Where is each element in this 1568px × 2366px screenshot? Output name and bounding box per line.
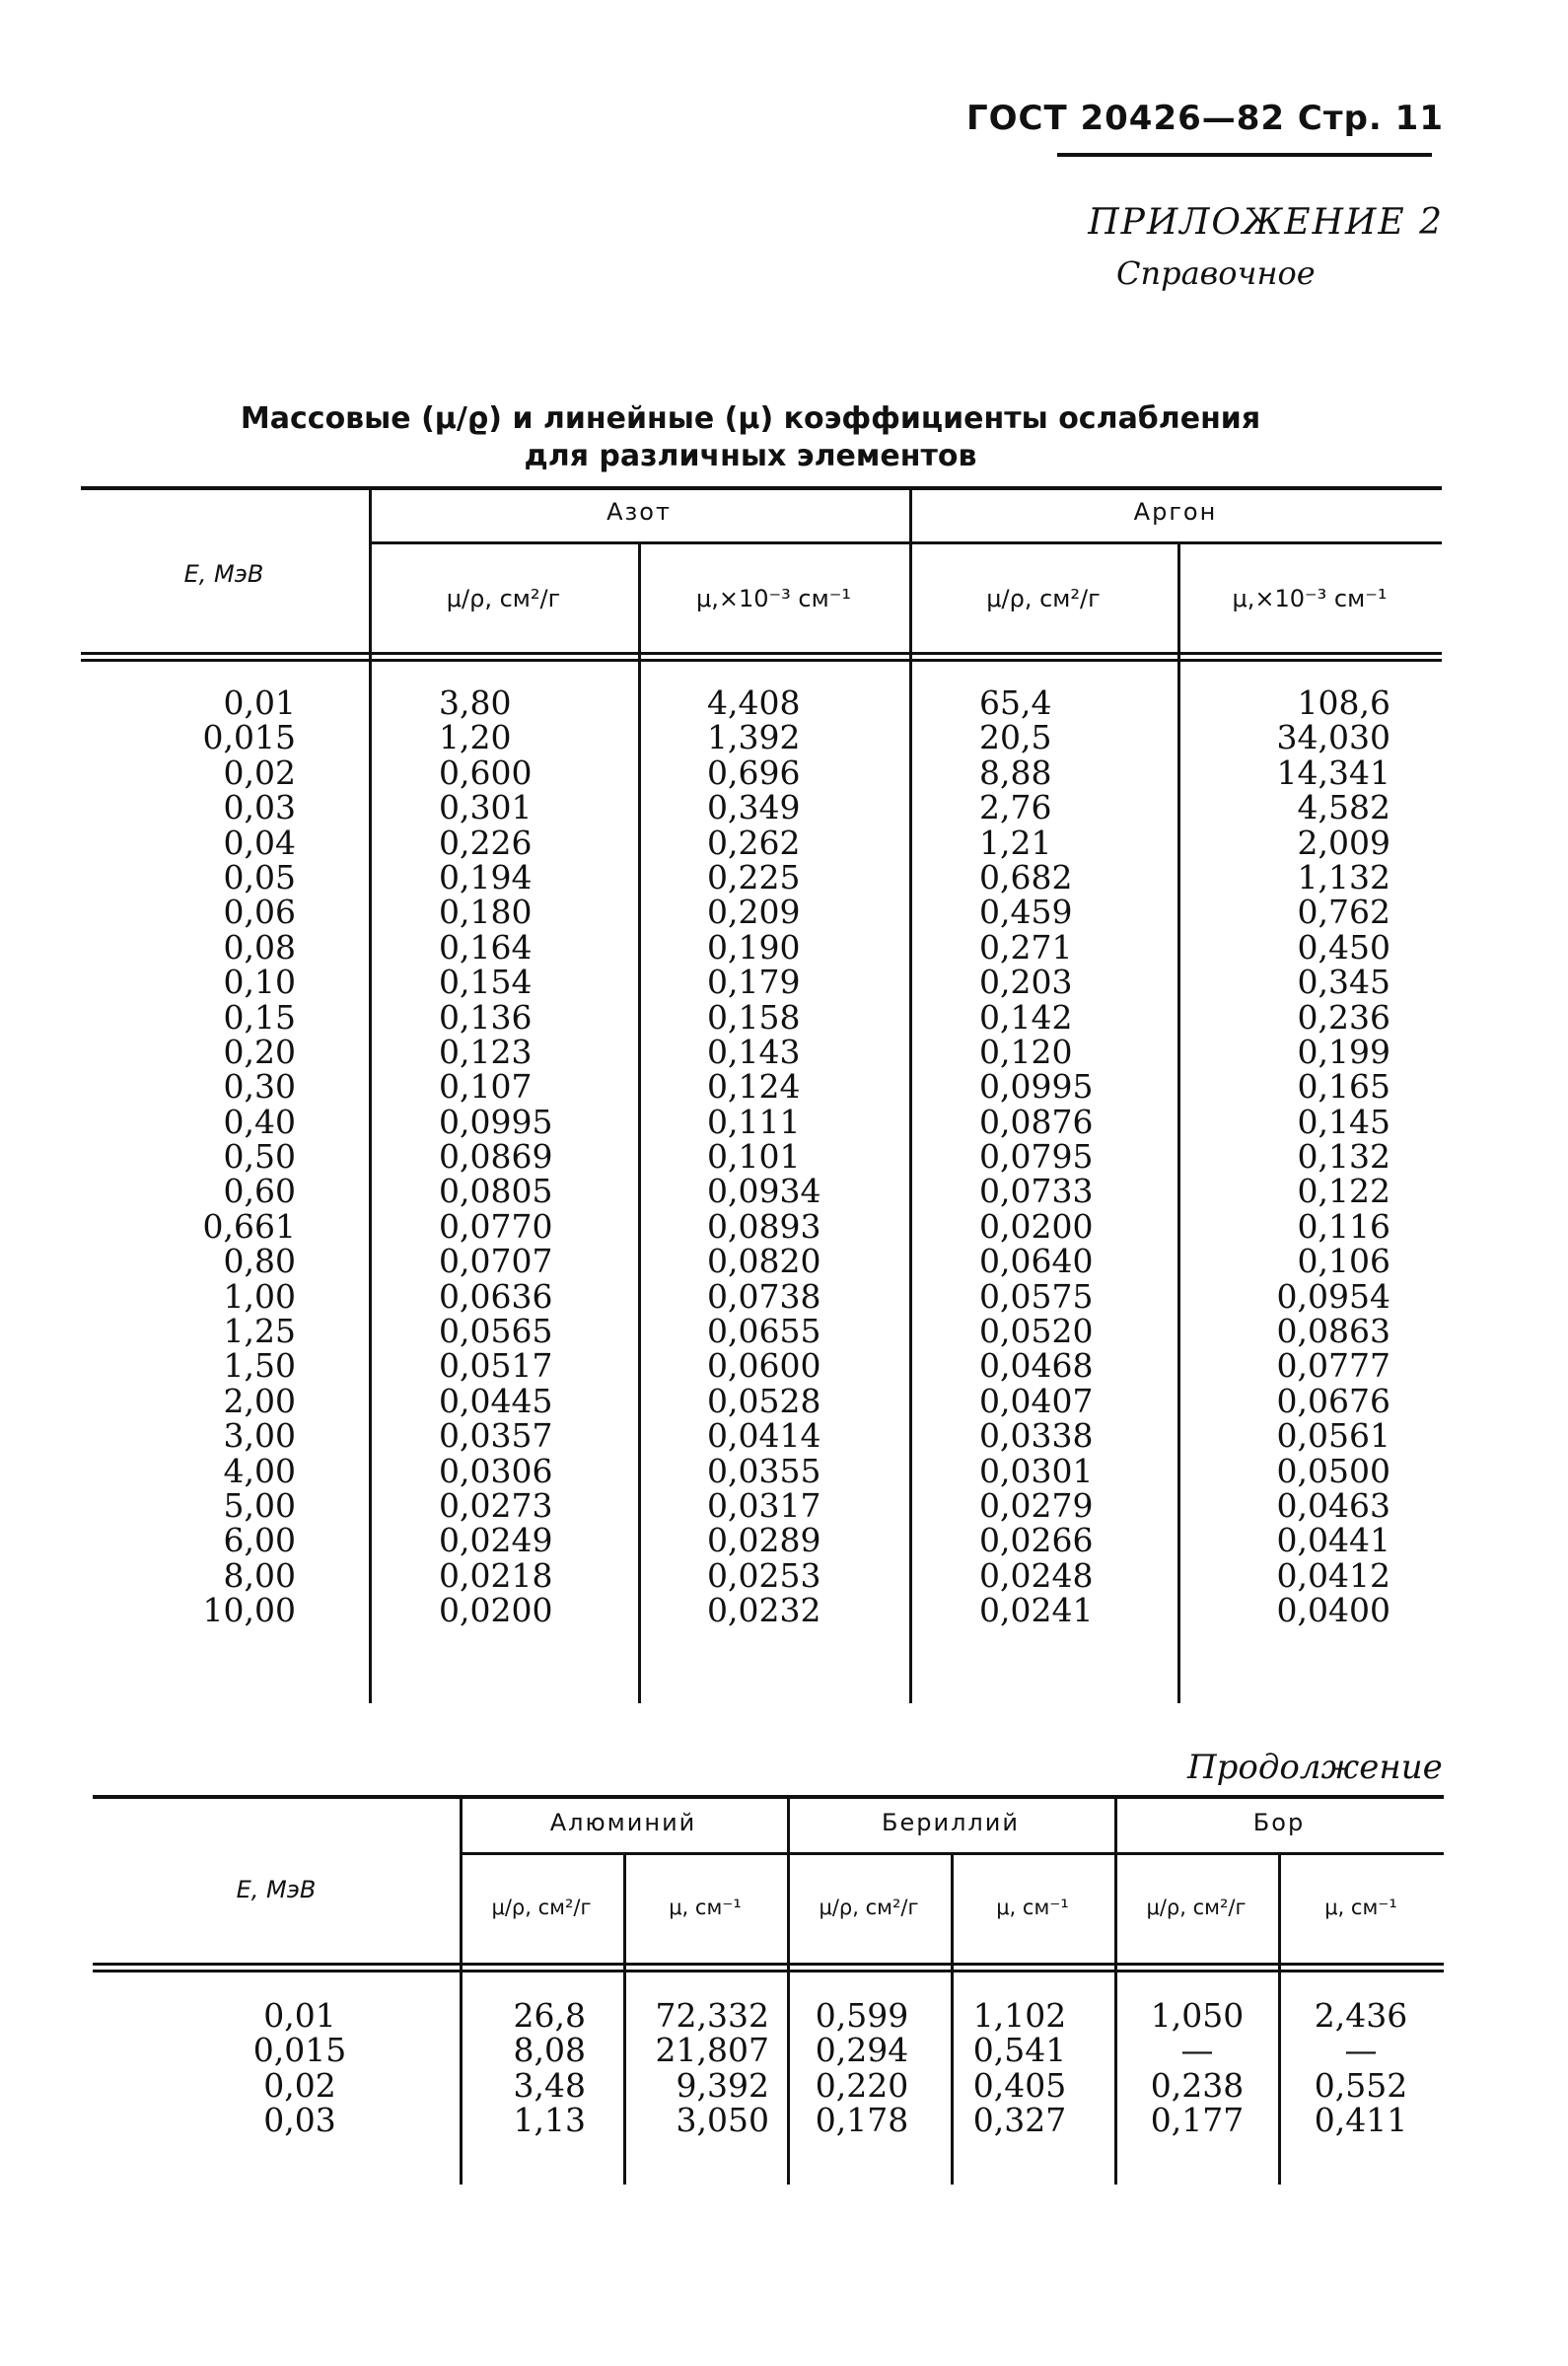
- table-cell: 0,0655: [707, 1312, 821, 1351]
- table-cell: 0,05: [223, 857, 296, 896]
- table-cell: 0,0441: [1276, 1521, 1390, 1560]
- beryllium-mass-column: [803, 1998, 921, 2138]
- table-cell: 0,0249: [439, 1521, 553, 1560]
- table-cell: 0,111: [707, 1102, 801, 1141]
- table-cell: 0,0218: [439, 1555, 553, 1595]
- table-cell: 0,154: [439, 963, 533, 1002]
- group-underline: [369, 541, 1442, 544]
- column-divider: [369, 490, 372, 1703]
- table-cell: 3,48: [513, 2065, 586, 2105]
- table-cell: 0,0561: [1276, 1416, 1390, 1456]
- table-cell: 0,101: [707, 1137, 801, 1177]
- appendix-title: ПРИЛОЖЕНИЕ 2: [1088, 202, 1444, 243]
- table-cell: 0,03: [263, 2101, 336, 2140]
- table-cell: 34,030: [1276, 718, 1390, 757]
- table-cell: 0,661: [202, 1206, 296, 1246]
- table-cell: 0,0253: [707, 1555, 821, 1595]
- group-header-boron: Бор: [1252, 1809, 1306, 1836]
- table-cell: 0,600: [439, 753, 533, 792]
- table-cell: 1,392: [707, 718, 801, 757]
- table-cell: 0,0636: [439, 1276, 553, 1316]
- nitrogen-mass-column: [439, 685, 552, 1628]
- table-cell: 0,199: [1297, 1032, 1390, 1071]
- table-cell: 0,0400: [1276, 1591, 1390, 1630]
- table-cell: 0,0445: [439, 1381, 553, 1420]
- table-cell: 0,0338: [979, 1416, 1094, 1456]
- table-cell: 0,0289: [707, 1521, 821, 1560]
- table-cell: 0,0820: [707, 1242, 821, 1281]
- table-cell: 0,0273: [439, 1485, 553, 1525]
- table-cell: 0,165: [1297, 1067, 1390, 1107]
- table-cell: 0,02: [223, 753, 296, 792]
- table-cell: 0,262: [707, 823, 801, 862]
- table-cell: 0,271: [979, 927, 1073, 967]
- aluminium-mass-column: [467, 1998, 586, 2138]
- column-divider: [1177, 544, 1180, 1703]
- table-cell: 0,20: [223, 1032, 296, 1071]
- table-cell: —: [1180, 2031, 1214, 2070]
- standard-header: ГОСТ 20426—82 Стр. 11: [965, 99, 1444, 138]
- table-cell: 0,0777: [1276, 1346, 1390, 1386]
- table-cell: 0,226: [439, 823, 533, 862]
- table-cell: 0,0565: [439, 1312, 553, 1351]
- table-cell: 1,21: [979, 823, 1052, 862]
- table-cell: 0,0317: [707, 1485, 821, 1525]
- table-title: Массовые (μ/ϱ) и линейные (μ) коэффициенты ослабления: [240, 401, 1261, 436]
- table-cell: 0,0733: [979, 1172, 1094, 1211]
- table-cell: 0,60: [223, 1172, 296, 1211]
- table-cell: 0,01: [223, 683, 296, 722]
- energy-header: E, МэВ: [183, 560, 264, 588]
- table-cell: 0,40: [223, 1102, 296, 1141]
- table-cell: 0,203: [979, 963, 1073, 1002]
- table-cell: 1,00: [223, 1276, 296, 1316]
- energy-column: [158, 685, 296, 1628]
- energy-column: [211, 1998, 389, 2138]
- table-cell: 1,25: [223, 1312, 296, 1351]
- table-cell: 0,0995: [439, 1102, 553, 1141]
- table-cell: 14,341: [1276, 753, 1390, 792]
- table-cell: 0,10: [223, 963, 296, 1002]
- table-cell: 0,294: [815, 2031, 909, 2070]
- table-cell: 0,190: [707, 927, 801, 967]
- table-cell: 0,132: [1297, 1137, 1390, 1177]
- sub-header: μ/ρ, см²/г: [819, 1896, 919, 1919]
- table-cell: 6,00: [223, 1521, 296, 1560]
- sub-header: μ/ρ, см²/г: [491, 1896, 592, 1919]
- table-cell: 20,5: [979, 718, 1052, 757]
- table-cell: 0,04: [223, 823, 296, 862]
- sub-header: μ, см⁻¹: [1324, 1896, 1397, 1919]
- table-cell: 2,436: [1314, 1996, 1408, 2035]
- table-cell: 0,03: [223, 788, 296, 827]
- aluminium-linear-column: [631, 1998, 769, 2138]
- table-cell: 1,050: [1150, 1996, 1245, 2035]
- table-cell: 0,124: [707, 1067, 801, 1107]
- table-cell: 0,178: [815, 2101, 909, 2140]
- table-cell: 0,0200: [979, 1206, 1094, 1246]
- table-cell: 0,0414: [707, 1416, 821, 1456]
- table-cell: 5,00: [223, 1485, 296, 1525]
- beryllium-linear-column: [961, 1998, 1079, 2138]
- table-cell: 0,0528: [707, 1381, 821, 1420]
- table-cell: 0,123: [439, 1032, 533, 1071]
- table-cell: 0,0248: [979, 1555, 1094, 1595]
- table-cell: 0,179: [707, 963, 801, 1002]
- column-divider: [460, 1799, 463, 2185]
- sub-header: μ, см⁻¹: [669, 1896, 742, 1919]
- table-cell: 0,0738: [707, 1276, 821, 1316]
- table-cell: 0,238: [1150, 2065, 1245, 2105]
- table-cell: 0,116: [1297, 1206, 1390, 1246]
- table-cell: 0,194: [439, 857, 533, 896]
- table-cell: 8,00: [223, 1555, 296, 1595]
- group-header-argon: Аргон: [1133, 498, 1218, 526]
- table-title-line2: для различных элементов: [524, 439, 977, 473]
- table-cell: 9,392: [676, 2065, 769, 2105]
- table-cell: 0,80: [223, 1242, 296, 1281]
- table-cell: 0,145: [1297, 1102, 1390, 1141]
- sub-header: μ, см⁻¹: [996, 1896, 1069, 1919]
- header-double-rule: [81, 659, 1442, 662]
- table-cell: 0,220: [815, 2065, 909, 2105]
- table-cell: 0,696: [707, 753, 801, 792]
- table-cell: 0,015: [202, 718, 296, 757]
- table-cell: 0,327: [972, 2101, 1067, 2140]
- table-cell: 0,0407: [979, 1381, 1094, 1420]
- table-cell: 0,345: [1297, 963, 1390, 1002]
- boron-linear-column: [1290, 1998, 1432, 2138]
- table-cell: 0,209: [707, 893, 801, 932]
- table-cell: 3,80: [439, 683, 512, 722]
- table-cell: 0,0893: [707, 1206, 821, 1246]
- table-cell: 65,4: [979, 683, 1052, 722]
- table-top-rule: [93, 1795, 1444, 1799]
- table-cell: 0,0770: [439, 1206, 553, 1246]
- table-cell: 0,411: [1314, 2101, 1408, 2140]
- table-cell: 0,158: [707, 997, 801, 1037]
- table-cell: 4,00: [223, 1451, 296, 1490]
- argon-linear-column: [1223, 685, 1390, 1628]
- table-cell: 0,0463: [1276, 1485, 1390, 1525]
- table-cell: 0,0412: [1276, 1555, 1390, 1595]
- table-cell: 0,0520: [979, 1312, 1094, 1351]
- table-cell: 0,30: [223, 1067, 296, 1107]
- nitrogen-linear-column: [707, 685, 820, 1628]
- table-cell: 1,102: [972, 1996, 1067, 2035]
- table-cell: 72,332: [655, 1996, 769, 2035]
- table-cell: 0,0876: [979, 1102, 1094, 1141]
- table-cell: 0,0306: [439, 1451, 553, 1490]
- table-cell: 0,0200: [439, 1591, 553, 1630]
- continuation-label: Продолжение: [1187, 1748, 1443, 1787]
- table-cell: 0,0241: [979, 1591, 1094, 1630]
- table-cell: 0,225: [707, 857, 801, 896]
- energy-header: E, МэВ: [236, 1876, 317, 1903]
- table-cell: 0,15: [223, 997, 296, 1037]
- table-cell: 0,682: [979, 857, 1073, 896]
- table-cell: 26,8: [513, 1996, 586, 2035]
- table-cell: 4,408: [707, 683, 801, 722]
- table-cell: 2,76: [979, 788, 1052, 827]
- argon-mass-column: [979, 685, 1093, 1628]
- table-cell: 0,02: [263, 2065, 336, 2105]
- table-cell: 0,122: [1297, 1172, 1390, 1211]
- table-cell: —: [1344, 2031, 1378, 2070]
- table-cell: 0,0995: [979, 1067, 1094, 1107]
- table-cell: 0,0355: [707, 1451, 821, 1490]
- table-cell: 0,450: [1297, 927, 1390, 967]
- table-cell: 0,0954: [1276, 1276, 1390, 1316]
- table-cell: 0,177: [1150, 2101, 1245, 2140]
- table-cell: 108,6: [1297, 683, 1390, 722]
- table-cell: 4,582: [1297, 788, 1390, 827]
- group-header-aluminium: Алюминий: [549, 1809, 697, 1836]
- table-cell: 0,0863: [1276, 1312, 1390, 1351]
- sub-header: μ/ρ, см²/г: [986, 585, 1101, 612]
- table-cell: 8,08: [513, 2031, 586, 2070]
- continuation-table: [93, 1795, 1444, 2185]
- table-top-rule: [81, 486, 1442, 490]
- table-cell: 0,0795: [979, 1137, 1094, 1177]
- table-cell: 0,50: [223, 1137, 296, 1177]
- table-cell: 0,015: [252, 2031, 347, 2070]
- table-cell: 0,236: [1297, 997, 1390, 1037]
- sub-header: μ/ρ, см²/г: [446, 585, 561, 612]
- table-cell: 0,08: [223, 927, 296, 967]
- table-cell: 0,0232: [707, 1591, 821, 1630]
- table-cell: 3,00: [223, 1416, 296, 1456]
- attenuation-table: [79, 483, 1442, 1706]
- header-double-rule: [81, 652, 1442, 655]
- table-cell: 0,552: [1314, 2065, 1408, 2105]
- table-cell: 0,0301: [979, 1451, 1094, 1490]
- table-cell: 0,0640: [979, 1242, 1094, 1281]
- table-cell: 1,13: [513, 2101, 586, 2140]
- table-cell: 0,180: [439, 893, 533, 932]
- table-cell: 0,599: [815, 1996, 909, 2035]
- table-cell: 0,0500: [1276, 1451, 1390, 1490]
- table-cell: 0,0279: [979, 1485, 1094, 1525]
- table-cell: 0,107: [439, 1067, 533, 1107]
- table-cell: 1,50: [223, 1346, 296, 1386]
- table-cell: 1,20: [439, 718, 512, 757]
- table-cell: 0,0869: [439, 1137, 553, 1177]
- table-cell: 2,00: [223, 1381, 296, 1420]
- sub-header: μ,×10⁻³ см⁻¹: [695, 585, 852, 612]
- table-cell: 0,0575: [979, 1276, 1094, 1316]
- table-cell: 0,143: [707, 1032, 801, 1071]
- table-cell: 0,164: [439, 927, 533, 967]
- table-cell: 3,050: [676, 2101, 769, 2140]
- column-divider: [638, 544, 641, 1703]
- header-rule: [1057, 153, 1432, 157]
- sub-header: μ/ρ, см²/г: [1146, 1896, 1247, 1919]
- table-cell: 0,120: [979, 1032, 1073, 1071]
- table-cell: 0,06: [223, 893, 296, 932]
- table-cell: 0,541: [972, 2031, 1067, 2070]
- table-cell: 1,132: [1297, 857, 1390, 896]
- table-cell: 0,0517: [439, 1346, 553, 1386]
- table-cell: 0,0805: [439, 1172, 553, 1211]
- table-cell: 0,0707: [439, 1242, 553, 1281]
- table-cell: 0,301: [439, 788, 533, 827]
- table-cell: 0,0676: [1276, 1381, 1390, 1420]
- table-cell: 0,01: [263, 1996, 336, 2035]
- table-cell: 0,0934: [707, 1172, 821, 1211]
- table-cell: 8,88: [979, 753, 1052, 792]
- sub-header: μ,×10⁻³ см⁻¹: [1232, 585, 1388, 612]
- table-cell: 0,142: [979, 997, 1073, 1037]
- group-header-beryllium: Бериллий: [882, 1809, 1020, 1836]
- column-divider: [909, 490, 912, 1703]
- table-cell: 21,807: [655, 2031, 769, 2070]
- table-cell: 0,762: [1297, 893, 1390, 932]
- table-cell: 0,349: [707, 788, 801, 827]
- table-cell: 2,009: [1297, 823, 1390, 862]
- table-cell: 0,0357: [439, 1416, 553, 1456]
- table-cell: 0,0468: [979, 1346, 1094, 1386]
- table-cell: 0,0600: [707, 1346, 821, 1386]
- table-cell: 0,459: [979, 893, 1073, 932]
- header-double-rule: [93, 1963, 1444, 1966]
- table-cell: 0,0266: [979, 1521, 1094, 1560]
- column-divider: [1114, 1799, 1117, 2185]
- table-cell: 0,405: [972, 2065, 1067, 2105]
- table-cell: 0,106: [1297, 1242, 1390, 1281]
- group-header-nitrogen: Азот: [606, 498, 672, 526]
- appendix-subtitle: Справочное: [1116, 254, 1316, 292]
- header-double-rule: [93, 1970, 1444, 1972]
- column-divider: [787, 1799, 790, 2185]
- boron-mass-column: [1128, 1998, 1266, 2138]
- table-cell: 10,00: [202, 1591, 296, 1630]
- table-cell: 0,136: [439, 997, 533, 1037]
